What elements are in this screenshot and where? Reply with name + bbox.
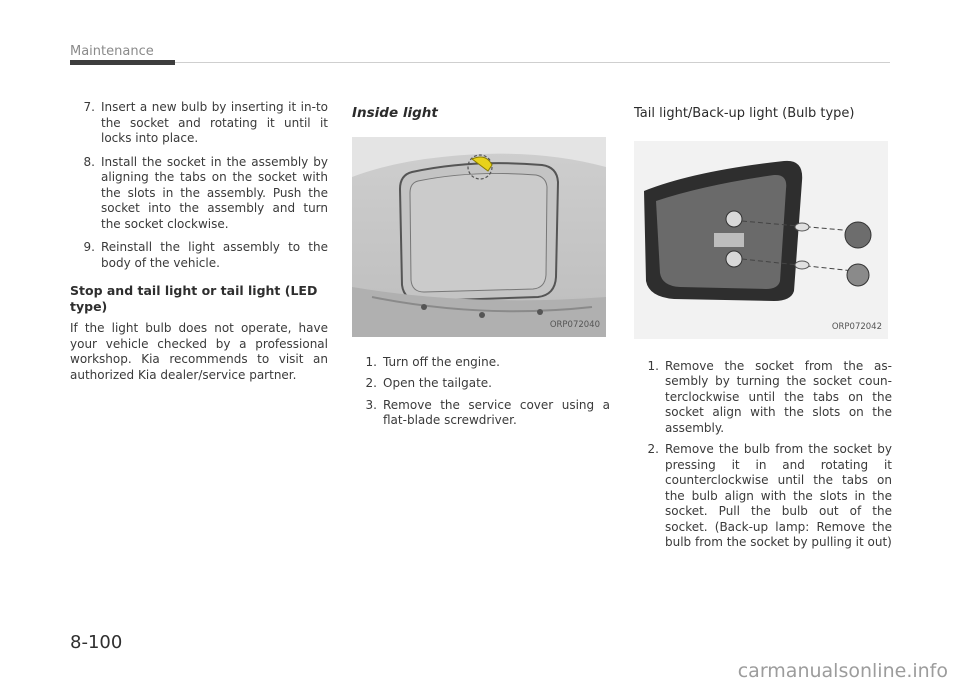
- section-label: Maintenance: [70, 44, 154, 59]
- step-text: Reinstall the light assembly to the body of the vehicle.: [101, 240, 328, 270]
- step-text: Turn off the engine.: [383, 354, 500, 369]
- step-7: [70, 100, 328, 147]
- step-text: Remove the service cover using a flat-blade screwdriver.: [383, 397, 610, 427]
- warning-paragraph: If the light bulb does not operate, have your vehicle checked by a professional workshop. Kia recommends to visit an authorized Kia dealer/service partner.: [70, 321, 328, 382]
- step-2: [352, 376, 610, 392]
- step-9: [70, 240, 328, 271]
- step-text: Remove the socket from the as-sembly by turning the socket coun-terclockwise until the tabs on the socket align with the slots on the assembly.: [665, 358, 892, 435]
- figure-code: ORP072040: [549, 320, 600, 330]
- inside-light-figure: [352, 137, 606, 337]
- column-2: [352, 100, 610, 435]
- watermark: carmanualsonline.info: [737, 660, 948, 682]
- step-8: [70, 155, 328, 233]
- section-title-inside-light: Inside light: [352, 105, 438, 121]
- step-number: 3.: [365, 397, 377, 412]
- figure-code: ORP072042: [831, 322, 882, 332]
- tail-light-illustration: [634, 141, 888, 339]
- step-number: 1.: [365, 354, 377, 369]
- column-1: [70, 100, 328, 383]
- step-number: 1.: [647, 358, 659, 373]
- page-number: 8-100: [70, 632, 123, 653]
- step-2: [634, 442, 892, 551]
- step-text: Install the socket in the assembly by aligning the tabs on the socket with the slots in the assembly. Push the socket into the assembly and turn the socket clockwise.: [101, 154, 328, 231]
- step-text: Open the tailgate.: [383, 376, 492, 390]
- header-bar: [70, 60, 175, 65]
- step-text: Remove the bulb from the socket by pressing it in and rotating it counterclockwise until the tabs on the bulb align with the slots in the socket. Pull the bulb out of the socket. (Back-up lamp: Remove the bulb from the socket by pulling it out): [665, 442, 892, 549]
- column-3: [634, 100, 892, 557]
- step-number: 2.: [647, 442, 659, 456]
- section-title-tail-light: Tail light/Back-up light (Bulb type): [634, 106, 855, 121]
- step-number: 7.: [83, 100, 95, 114]
- subheading-led-tail-light: Stop and tail light or tail light (LED type): [70, 283, 318, 314]
- step-number: 9.: [83, 240, 95, 254]
- tail-light-figure: [634, 141, 888, 339]
- step-3: [352, 398, 610, 429]
- step-number: 8.: [83, 154, 95, 169]
- step-number: 2.: [365, 376, 377, 390]
- step-1: [352, 355, 610, 371]
- header-rule: [175, 62, 890, 63]
- step-1: [634, 359, 892, 437]
- step-text: Insert a new bulb by inserting it in-to the socket and rotating it until it locks into place.: [101, 100, 328, 145]
- inside-light-illustration: [352, 137, 606, 337]
